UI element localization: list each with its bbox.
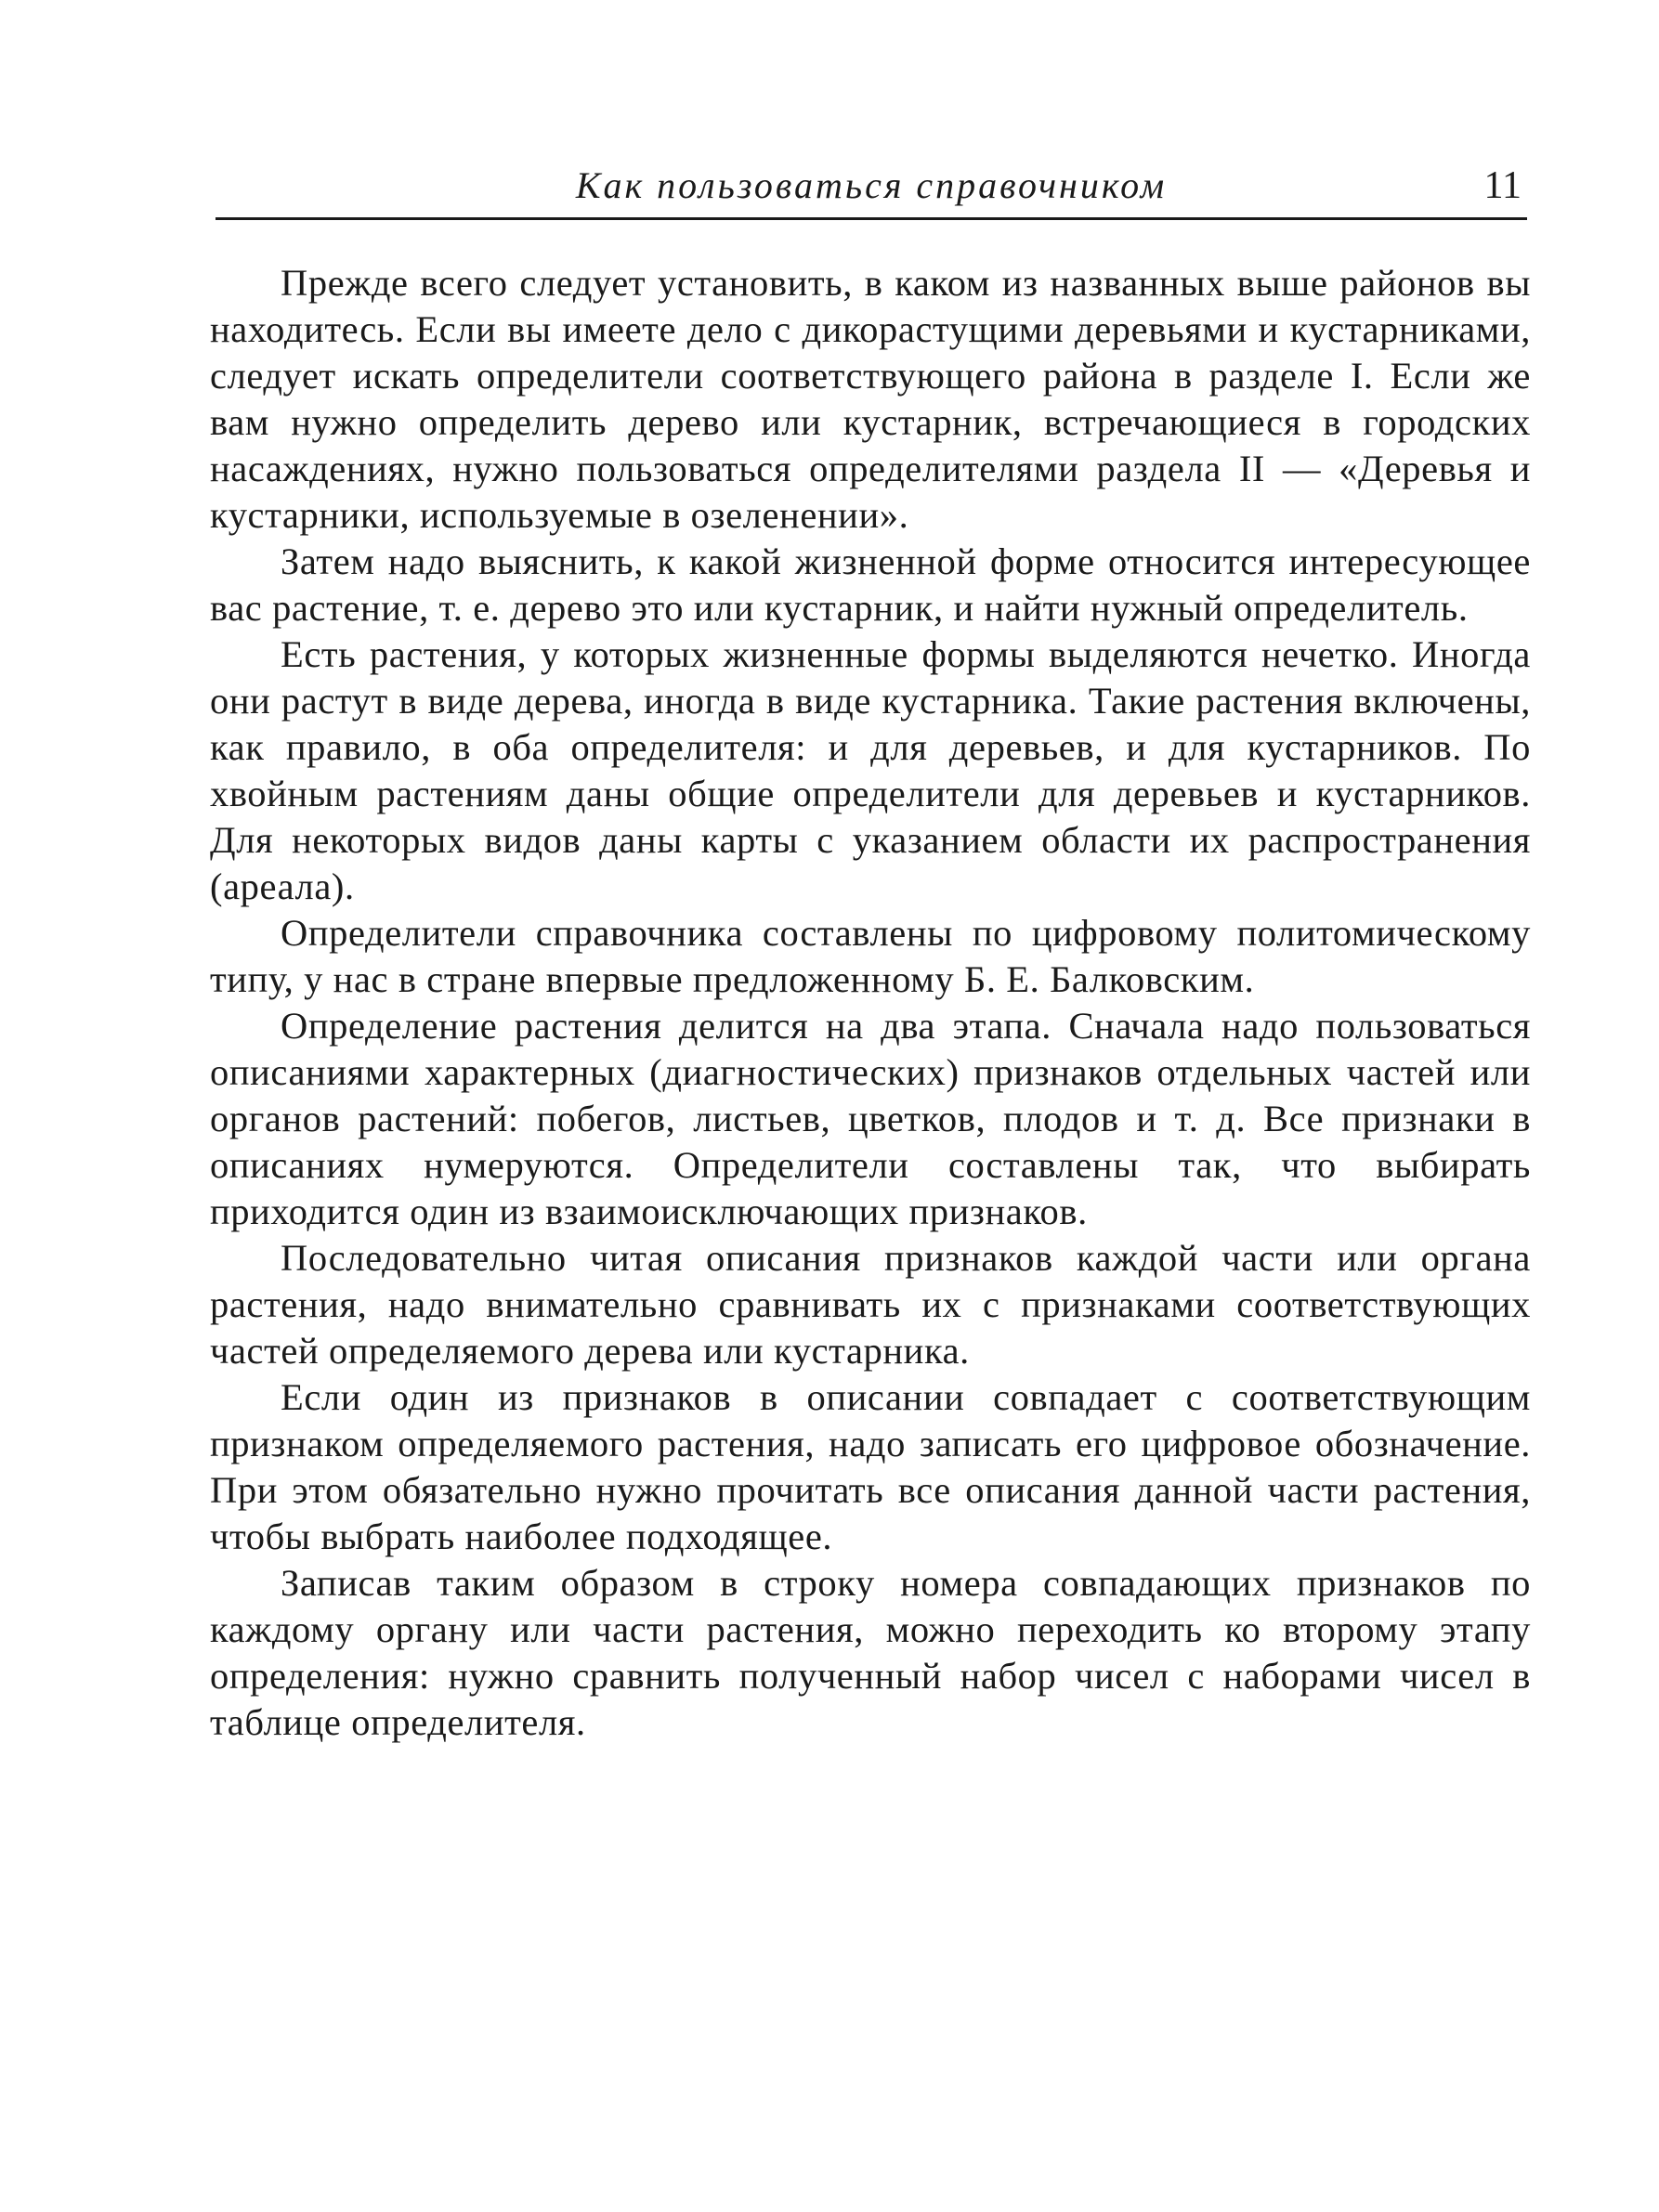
running-header <box>216 163 1527 218</box>
paragraph-2: Затем надо выяснить, к какой жизненной форме относится интересующее вас растение, т. е. дерево это или кустарник, и найти нужный определитель. <box>210 540 1531 629</box>
paragraph-8: Записав таким образом в строку номера совпадающих признаков по каждому органу или части растения, можно переходить ко второму этапу определения: нужно сравнить полученный набор чисел с наборами чисел в таблице определителя. <box>210 1562 1531 1743</box>
paragraph-1: Прежде всего следует установить, в каком из названных выше районов вы находитесь. Если вы имеете дело с дикорастущими деревьями и кустарниками, следует искать определители соответствующего района в разделе I. Если же вам нужно определить дерево или кустарник, встречающиеся в городских насаждениях, нужно пользоваться определителями раздела II — «Деревья и кустарники, используемые в озеленении». <box>210 262 1531 536</box>
paragraph-4: Определители справочника составлены по цифровому политомическому типу, у нас в стране впервые предложенному Б. Е. Балковским. <box>210 912 1531 1000</box>
paragraph-5: Определение растения делится на два этапа. Сначала надо пользоваться описаниями характерных (диагностических) признаков отдельных частей или органов растений: побегов, листьев, цветков, плодов и т. д. Все признаки в описаниях нумеруются. Определители составлены так, что выбирать приходится один из взаимоисключающих признаков. <box>210 1005 1531 1232</box>
paragraph-6: Последовательно читая описания признаков каждой части или органа растения, надо внимательно сравнивать их с признаками соответствующих частей определяемого дерева или кустарника. <box>210 1237 1531 1372</box>
body-text <box>210 260 1531 1746</box>
page-number: 11 <box>1483 164 1522 207</box>
paragraph-3: Есть растения, у которых жизненные формы выделяются нечетко. Иногда они растут в виде дерева, иногда в виде кустарника. Такие растения включены, как правило, в оба определителя: и для деревьев, и для кустарников. По хвойным растениям даны общие определители для деревьев и кустарников. Для некоторых видов даны карты с указанием области их распространения (ареала). <box>210 633 1531 907</box>
paragraph-7: Если один из признаков в описании совпадает с соответствующим признаком определяемого растения, надо записать его цифровое обозначение. При этом обязательно нужно прочитать все описания данной части растения, чтобы выбрать наиболее подходящее. <box>210 1376 1531 1557</box>
header-divider <box>216 217 1527 220</box>
running-header-title: Как пользоваться справочником <box>575 164 1168 206</box>
